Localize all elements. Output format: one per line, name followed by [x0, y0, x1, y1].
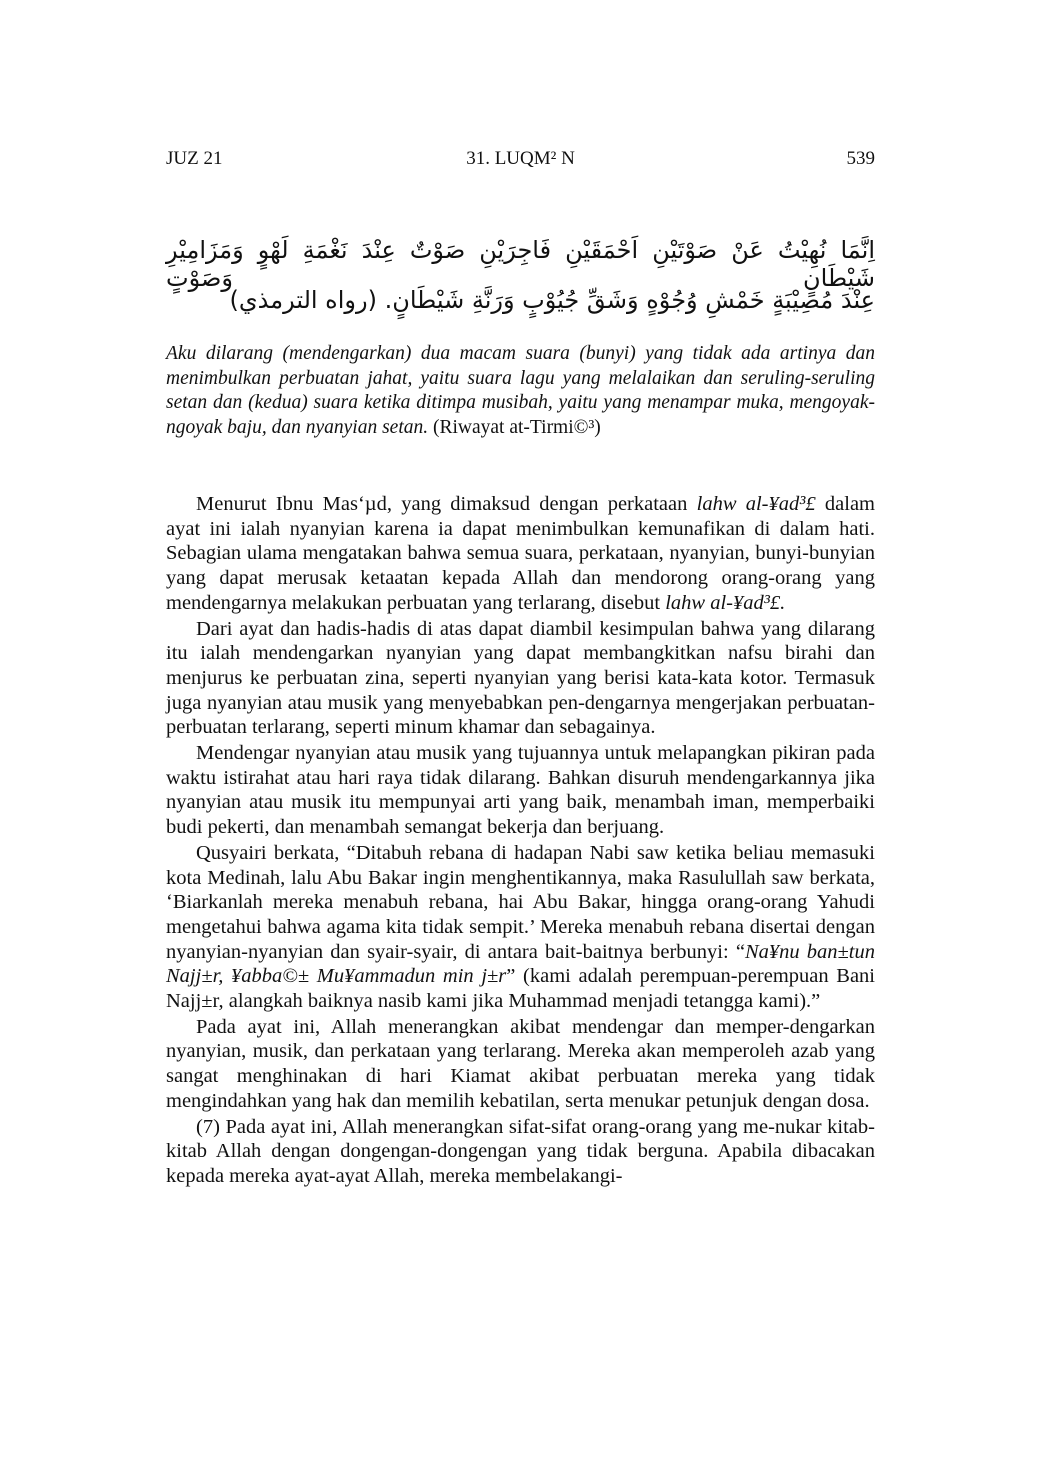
paragraph-1-text-b: dalam ayat ini ialah nyanyian karena ia dapat menimbulkan kemunafikan di dalam hati. Sebagian ulama mengatakan bahwa semua suara, perkataan, nyanyian, bunyi-bunyian yang dapat merusak ketaatan kepada Allah dan mendorong orang-orang yang mendengarnya melakukan perbuatan yang terlarang, disebut [166, 493, 875, 614]
paragraph-3: Mendengar nyanyian atau musik yang tujuannya untuk melapangkan pikiran pada waktu istirahat atau hari raya tidak dilarang. Bahkan disuruh mendengarkannya jika nyanyian atau musik itu mempunyai arti yang baik, menambah iman, memperbaiki budi pekerti, dan menambah semangat bekerja dan berjuang. [166, 742, 875, 839]
surah-title: 31. LUQM² N [466, 148, 575, 169]
paragraph-4 [166, 841, 875, 1014]
hadith-arabic-line-1: اِنَّمَا نُهِيْتُ عَنْ صَوْتَيْنِ اَحْمَقَيْنِ فَاجِرَيْنِ صَوْتٌ عِنْدَ نَغْمَةِ لَهْوٍ وَمَزَامِيْرِ شَيْطَانٍ وَصَوْتٍ [166, 236, 875, 292]
paragraph-1-text-a: Menurut Ibnu Mas‘µd, yang dimaksud dengan perkataan [196, 493, 697, 515]
running-header [166, 148, 875, 174]
hadith-source: (Riwayat at-Tirmi©³) [433, 416, 601, 438]
paragraph-6: (7) Pada ayat ini, Allah menerangkan sifat-sifat orang-orang yang me-nukar kitab-kitab Allah dengan dongengan-dongengan yang tidak berguna. Apabila dibacakan kepada mereka ayat-ayat Allah, mereka membelakangi- [166, 1115, 875, 1187]
paragraph-2: Dari ayat dan hadis-hadis di atas dapat diambil kesimpulan bahwa yang dilarang itu ialah mendengarkan nyanyian yang dapat membangkitkan nafsu birahi dan menjurus ke perbuatan zina, seperti nyanyian yang berisi kata-kata kotor. Termasuk juga nyanyian atau musik yang menyebabkan pen-dengarnya mengerjakan perbuatan-perbuatan terlarang, seperti minum khamar dan sebagainya. [166, 617, 875, 739]
paragraph-5: Pada ayat ini, Allah menerangkan akibat mendengar dan memper-dengarkan nyanyian, musik, dan perkataan yang terlarang. Mereka akan memperoleh azab yang sangat menghinakan di hari Kiamat akibat perbuatan mereka yang tidak mengindahkan yang hak dan memilih kebatilan, serta menukar petunjuk dengan dosa. [166, 1015, 875, 1112]
hadith-arabic-line-2: عِنْدَ مُصِيْبَةٍ خَمْشِ وُجُوْهٍ وَشَقِّ جُيُوْبٍ وَرَنَّةِ شَيْطَانٍ. (رواه الترمذي) [229, 286, 875, 314]
paragraph-4-text-a: Qusyairi berkata, “Ditabuh rebana di hadapan Nabi saw ketika beliau memasuki kota Medinah, lalu Abu Bakar ingin menghentikannya, maka Rasulullah saw berkata, ‘Biarkanlah mereka menabuh rebana, hai Abu Bakar, hingga orang-orang Yahudi mengetahui bahwa agama kita tidak sempit.’ Mereka menabuh rebana disertai dengan nyanyian-nyanyian dan syair-syair, di antara bait-baitnya berbunyi: “ [166, 841, 875, 963]
term-lahw-al-hadis-2: lahw al-¥ad³£. [665, 591, 786, 614]
page-number: 539 [846, 148, 875, 169]
paragraph-4-text-b: ” (kami adalah perempuan-perempuan Bani Najj±r, alangkah baiknya nasib kami jika Muhammad menjadi tetangga kami).” [166, 965, 875, 1013]
hadith-translation [166, 342, 875, 440]
term-lahw-al-hadis: lahw al-¥ad³£ [696, 493, 816, 515]
commentary-body [166, 492, 875, 1189]
poem-quote: Na¥nu ban±tun Najj±r, ¥abba©± Mu¥ammadun min j±r [166, 940, 875, 988]
paragraph-1 [166, 492, 875, 616]
juz-label: JUZ 21 [166, 148, 223, 169]
translation-text: Aku dilarang (mendengarkan) dua macam suara (bunyi) yang tidak ada artinya dan menimbulkan perbuatan jahat, yaitu suara lagu yang melalaikan dan seruling-seruling setan dan (kedua) suara ketika ditimpa musibah, yaitu yang menampar muka, mengoyak-ngoyak baju, dan nyanyian setan. [166, 343, 875, 438]
